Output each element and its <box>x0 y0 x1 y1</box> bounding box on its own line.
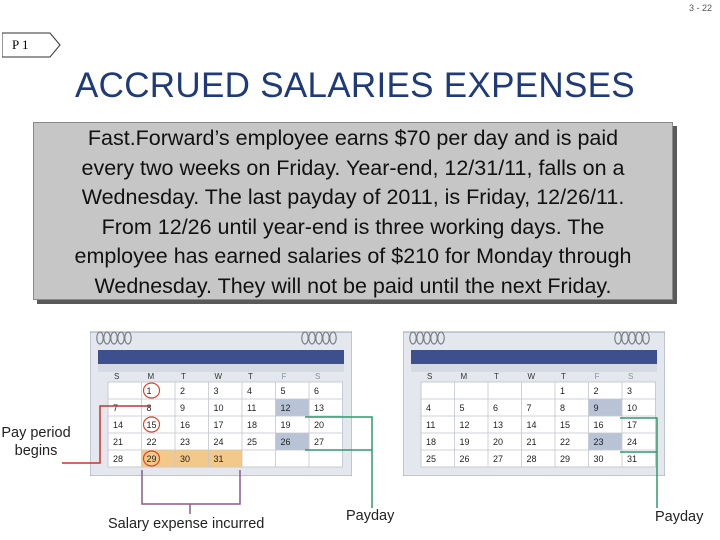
day-number: 18 <box>247 420 258 430</box>
payday-label-right: Payday <box>655 509 704 525</box>
day-number: 12 <box>280 403 291 413</box>
day-number: 9 <box>593 403 599 413</box>
day-header: W <box>527 372 536 381</box>
pay-period-label-line1: Pay period <box>1 425 71 441</box>
day-number: 3 <box>213 386 219 396</box>
explanation-box <box>33 122 673 300</box>
arrow-tag-shape <box>2 32 62 58</box>
payday-label-left: Payday <box>346 508 395 524</box>
salary-expense-bracket <box>142 470 240 504</box>
day-number: 16 <box>593 420 604 430</box>
day-number: 18 <box>426 437 437 447</box>
body-line-6: Wednesday. They will not be paid until the next Friday. <box>94 273 612 298</box>
day-number: 29 <box>560 454 571 464</box>
payday-line-left <box>305 417 372 508</box>
day-number: 5 <box>280 386 286 396</box>
day-number: 15 <box>560 420 571 430</box>
day-number: 30 <box>593 454 604 464</box>
day-number: 11 <box>247 403 257 413</box>
day-number: 2 <box>593 386 599 396</box>
day-number: 22 <box>560 437 571 447</box>
day-number: 6 <box>314 386 320 396</box>
body-line-3: Wednesday. The last payday of 2011, is Friday, 12/26/11. <box>81 185 625 209</box>
day-number: 28 <box>526 454 537 464</box>
section-tag <box>2 32 62 58</box>
day-number: 4 <box>247 386 253 396</box>
day-number: 23 <box>180 437 191 447</box>
day-header: W <box>214 372 223 381</box>
day-number: 27 <box>314 437 325 447</box>
day-number: 11 <box>426 420 436 430</box>
day-header: F <box>594 372 600 381</box>
day-number: 24 <box>213 437 224 447</box>
section-tag-label: P 1 <box>12 37 29 52</box>
day-number: 19 <box>280 420 291 430</box>
day-header: T <box>561 372 566 381</box>
day-number: 14 <box>113 420 124 430</box>
day-number: 26 <box>459 454 470 464</box>
pay-period-label-line2: begins <box>14 443 58 459</box>
day-number: 14 <box>526 420 537 430</box>
day-number: 16 <box>180 420 191 430</box>
day-header: S <box>114 372 120 381</box>
day-number: 3 <box>627 386 633 396</box>
day-header: S <box>427 372 433 381</box>
body-line-1: Fast.Forward’s employee earns $70 per day and is paid <box>87 126 619 150</box>
salary-expense-label: Salary expense incurred <box>108 516 265 532</box>
slide-number: 3 - 22 <box>688 3 712 13</box>
day-header: T <box>181 372 186 381</box>
day-header: M <box>147 372 155 381</box>
day-number: 28 <box>113 454 124 464</box>
day-header: T <box>248 372 253 381</box>
day-number: 25 <box>426 454 437 464</box>
day-number: 10 <box>213 403 224 413</box>
day-number: 7 <box>113 403 119 413</box>
day-number: 2 <box>180 386 186 396</box>
connector-lines <box>0 300 720 540</box>
day-number: 21 <box>526 437 537 447</box>
day-number: 8 <box>560 403 566 413</box>
day-header: M <box>460 372 468 381</box>
day-number: 4 <box>426 403 432 413</box>
day-header: S <box>628 372 634 381</box>
day-number: 8 <box>146 403 152 413</box>
payday-line-right <box>620 418 657 508</box>
day-number: 17 <box>213 420 224 430</box>
pay-period-label <box>0 424 72 460</box>
body-line-4: From 12/26 until year-end is three working days. The <box>101 214 605 239</box>
day-number: 9 <box>180 403 186 413</box>
day-number: 20 <box>493 437 504 447</box>
day-number: 27 <box>493 454 504 464</box>
day-number: 23 <box>593 437 604 447</box>
day-number: 5 <box>459 403 465 413</box>
day-number: 31 <box>213 454 224 464</box>
day-header: F <box>281 372 287 381</box>
day-header: T <box>494 372 499 381</box>
day-number: 17 <box>627 420 638 430</box>
day-number: 10 <box>627 403 638 413</box>
day-number: 20 <box>314 420 325 430</box>
day-number: 21 <box>113 437 124 447</box>
day-number: 25 <box>247 437 258 447</box>
day-number: 13 <box>314 403 325 413</box>
day-number: 1 <box>146 386 152 396</box>
day-number: 13 <box>493 420 504 430</box>
day-number: 15 <box>146 420 157 430</box>
day-number: 24 <box>627 437 638 447</box>
body-line-2: every two weeks on Friday. Year-end, 12/31/11, falls on a <box>81 155 625 180</box>
day-number: 29 <box>146 454 157 464</box>
day-number: 7 <box>526 403 532 413</box>
day-number: 1 <box>560 386 566 396</box>
slide-title: ACCRUED SALARIES EXPENSES <box>75 66 635 105</box>
body-line-5: employee has earned salaries of $210 for Monday through <box>74 244 632 268</box>
day-number: 30 <box>180 454 191 464</box>
day-number: 6 <box>493 403 499 413</box>
day-number: 19 <box>459 437 470 447</box>
day-number: 22 <box>146 437 157 447</box>
day-number: 31 <box>627 454 638 464</box>
day-number: 26 <box>280 437 291 447</box>
pay-period-line <box>62 406 150 463</box>
day-number: 12 <box>459 420 470 430</box>
day-header: S <box>315 372 321 381</box>
